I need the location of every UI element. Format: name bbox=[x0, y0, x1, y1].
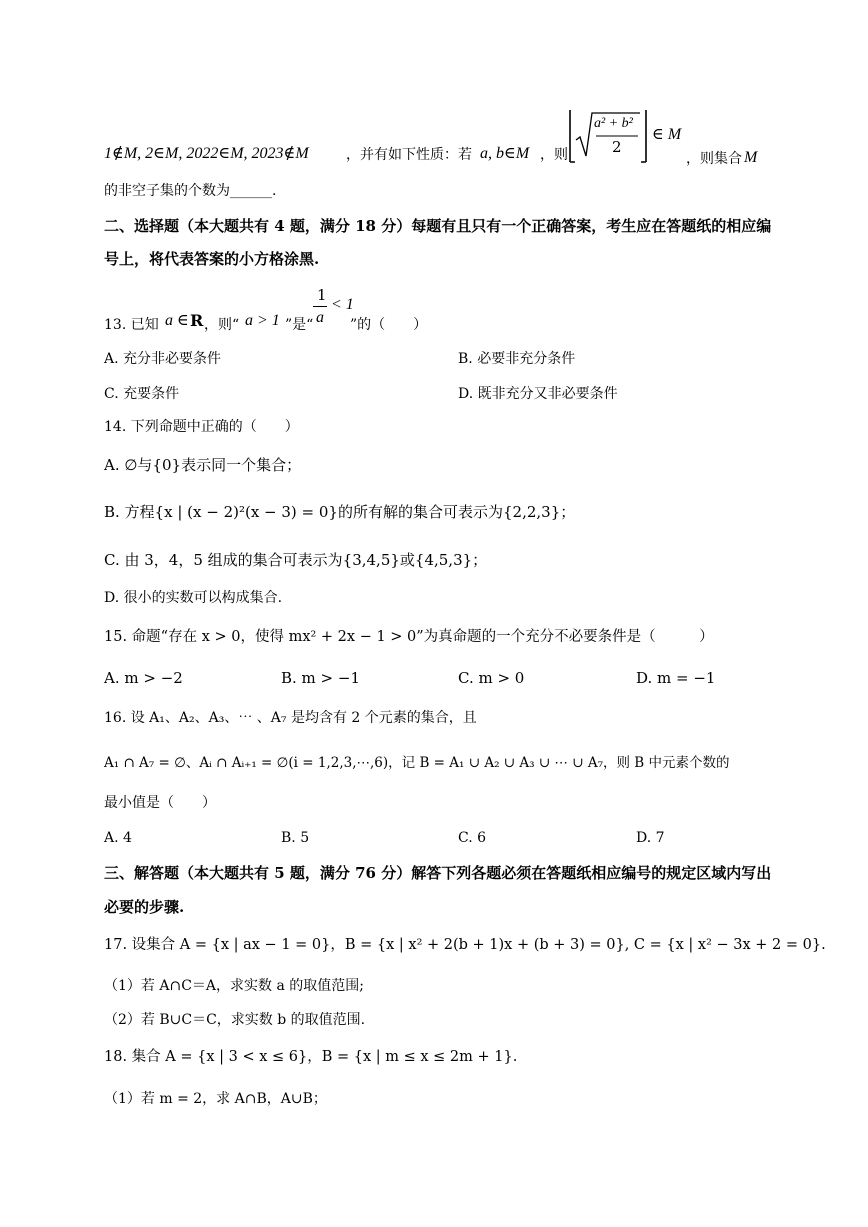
q13-option-b: B. 必要非充分条件 bbox=[458, 351, 576, 367]
q17-part2: （2）若 B∪C＝C，求实数 b 的取值范围. bbox=[104, 1012, 366, 1028]
q12-set-membership: 1∉M, 2∈M, 2022∈M, 2023∉M bbox=[104, 145, 309, 162]
q12-question-tail: 的非空子集的个数为______. bbox=[104, 183, 277, 199]
q13-real-set: R bbox=[190, 311, 204, 330]
section2-heading-line1: 二、选择题（本大题共有 4 题，满分 18 分）每题有且只有一个正确答案，考生应在答题纸的相应编 bbox=[104, 217, 772, 235]
q14-option-a: A. ∅与{0}表示同一个集合； bbox=[104, 456, 302, 474]
q13-option-a: A. 充分非必要条件 bbox=[104, 351, 222, 367]
sqrt-denominator: 2 bbox=[612, 138, 622, 156]
q16-tail: 最小值是（ ） bbox=[104, 795, 216, 811]
q13-stem-b: ，则“ bbox=[204, 317, 240, 333]
q15-option-b: B. m > −1 bbox=[281, 669, 360, 687]
section2-heading-line2: 号上，将代表答案的小方格涂黑. bbox=[104, 250, 320, 268]
q17-part1: （1）若 A∩C＝A，求实数 a 的取值范围; bbox=[104, 978, 364, 994]
q13-lt-1: < 1 bbox=[331, 296, 354, 313]
q13-math-aR: a ∈ bbox=[165, 312, 189, 329]
q13-frac-bar bbox=[313, 306, 327, 307]
q15-option-a: A. m > −2 bbox=[104, 669, 183, 687]
q16-condition: A₁ ∩ A₇ = ∅、Aᵢ ∩ Aᵢ₊₁ = ∅(i = 1,2,3,⋯,6)，记 B = A₁ ∪ A₂ ∪ A₃ ∪ ⋯ ∪ A₇，则 B 中元素个数的 bbox=[104, 755, 730, 771]
q14-option-b: B. 方程{x | (x − 2)²(x − 3) = 0}的所有解的集合可表示为{2,2,3}； bbox=[104, 503, 576, 521]
q13-math-a-gt-1: a > 1 bbox=[245, 312, 280, 329]
q18-part1: （1）若 m = 2，求 A∩B，A∪B； bbox=[104, 1091, 327, 1107]
q15-option-c: C. m > 0 bbox=[458, 669, 525, 687]
q16-stem: 16. 设 A₁、A₂、A₃、⋯ 、A₇ 是均含有 2 个元素的集合，且 bbox=[104, 710, 477, 726]
q15-stem: 15. 命题“存在 x > 0，使得 mx² + 2x − 1 > 0”为真命题的一个充分不必要条件是（ ） bbox=[104, 629, 714, 645]
q12-text-end: ，则集合 bbox=[686, 151, 742, 167]
floor-sqrt-expression bbox=[566, 108, 650, 164]
q14-option-d: D. 很小的实数可以构成集合. bbox=[104, 590, 283, 606]
q15-option-d: D. m = −1 bbox=[636, 669, 716, 687]
q13-stem-d: ”的（ ） bbox=[350, 317, 428, 333]
q12-math-M: M bbox=[744, 149, 758, 166]
q13-option-c: C. 充要条件 bbox=[104, 386, 180, 402]
sqrt-numerator: a² + b² bbox=[594, 116, 633, 131]
q13-option-d: D. 既非充分又非必要条件 bbox=[458, 386, 618, 402]
q13-frac-numerator: 1 bbox=[317, 286, 327, 304]
q13-frac-denominator: a bbox=[316, 309, 324, 326]
section3-heading-line1: 三、解答题（本大题共有 5 题，满分 76 分）解答下列各题必须在答题纸相应编号的规定区域内写出 bbox=[104, 864, 772, 882]
q12-text-then: ，则 bbox=[540, 147, 568, 163]
q12-text-property: ，并有如下性质：若 bbox=[346, 147, 472, 163]
q16-option-a: A. 4 bbox=[104, 830, 132, 846]
q14-option-c: C. 由 3，4，5 组成的集合可表示为{3,4,5}或{4,5,3}； bbox=[104, 551, 488, 569]
section3-heading-line2: 必要的步骤. bbox=[104, 898, 185, 916]
q16-option-b: B. 5 bbox=[281, 830, 310, 846]
q16-option-d: D. 7 bbox=[636, 830, 665, 846]
q13-stem-a: 13. 已知 bbox=[104, 317, 159, 333]
q12-in-M: ∈ M bbox=[652, 126, 682, 143]
q12-math-ab: a, b∈M bbox=[480, 145, 530, 162]
q16-option-c: C. 6 bbox=[458, 830, 487, 846]
q13-stem-c: ”是“ bbox=[285, 317, 314, 333]
q14-stem: 14. 下列命题中正确的（ ） bbox=[104, 419, 299, 435]
q18-stem: 18. 集合 A = {x | 3 < x ≤ 6}，B = {x | m ≤ x ≤ 2m + 1}. bbox=[104, 1049, 518, 1065]
q17-stem: 17. 设集合 A = {x | ax − 1 = 0}，B = {x | x² + 2(b + 1)x + (b + 3) = 0}, C = {x | x² − 3x + 2 = 0}. bbox=[104, 937, 826, 953]
